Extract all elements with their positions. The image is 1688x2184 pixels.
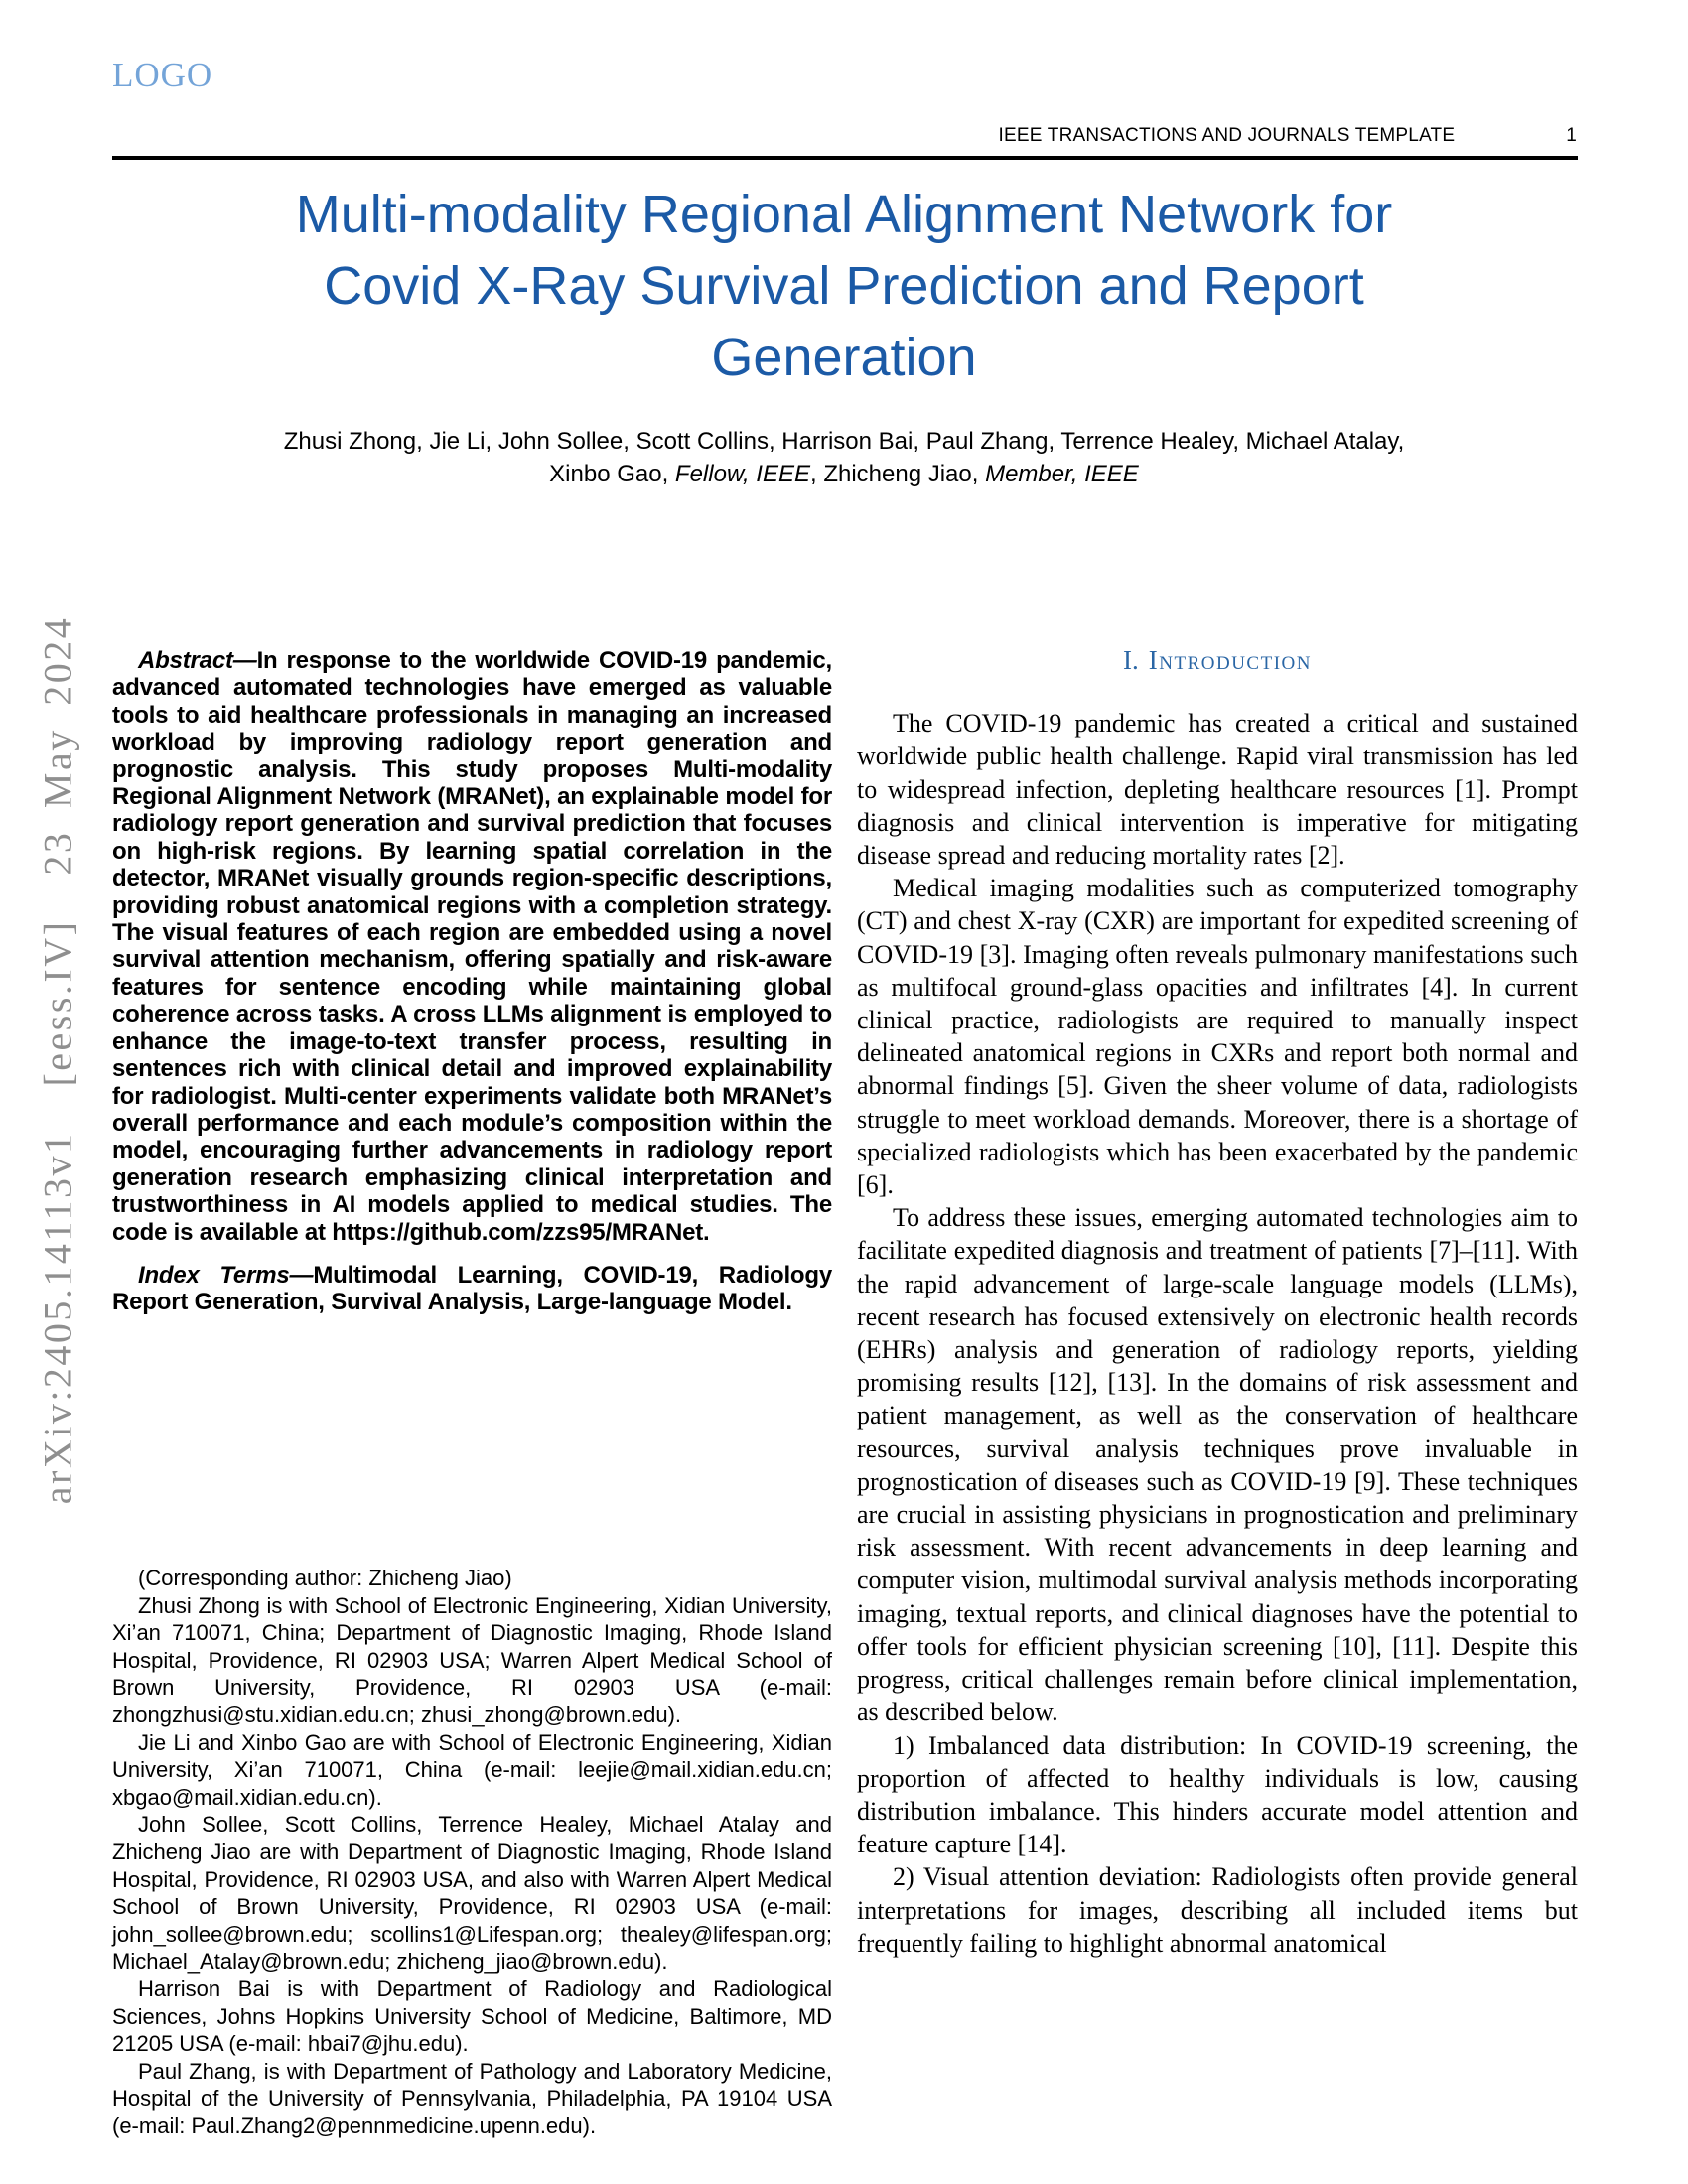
index-terms xyxy=(112,1262,832,1316)
paper-title-line: Covid X-Ray Survival Prediction and Report xyxy=(324,256,1364,316)
corresponding-author-note: (Corresponding author: Zhicheng Jiao) xyxy=(138,1566,512,1590)
intro-paragraph: To address these issues, emerging automated technologies aim to facilitate expedited diagnosis and treatment of patients [7]–[11]. With the rapid advancement of large-scale language models (LLMs), recent research has focused extensively on electronic health records (EHRs) analysis and generation of radiology reports, yielding promising results [12], [13]. In the domains of risk assessment and patient management, as well as the conservation of healthcare resources, survival analysis techniques prove invaluable in prognostication of diseases such as COVID-19 [9]. These techniques are crucial in assisting physicians in prognostication and preliminary risk assessment. With recent advancements in deep learning and computer vision, multimodal survival analysis methods incorporating imaging, textual reports, and clinical diagnoses have the potential to offer tools for efficient physician screening [10], [11]. Despite this progress, critical challenges remain before clinical implementation, as described below. xyxy=(857,1203,1578,1727)
index-terms-label: Index Terms— xyxy=(138,1261,314,1289)
left-column xyxy=(112,647,832,1316)
abstract-label: Abstract— xyxy=(138,647,257,674)
right-column xyxy=(857,640,1578,1960)
page-number: 1 xyxy=(1566,125,1577,146)
arxiv-watermark: arXiv:2405.14113v1 [eess.IV] 23 May 2024 xyxy=(35,615,80,1505)
paper-title xyxy=(149,179,1539,393)
intro-paragraph: Medical imaging modalities such as computerized tomography (CT) and chest X-ray (CXR) are important for expedited screening of COVID-19 [3]. Imaging often reveals pulmonary manifestations such as multifocal ground-glass opacities and infiltrates [4]. In current clinical practice, radiologists are required to manually inspect delineated anatomical regions in CXRs and report both normal and abnormal findings [5]. Given the sheer volume of data, radiologists struggle to meet workload demands. Moreover, there is a shortage of specialized radiologists which has been exacerbated by the pandemic [6]. xyxy=(857,874,1578,1200)
index-terms-text: Multimodal Learning, COVID-19, Radiology Report Generation, Survival Analysis, Large-language Model. xyxy=(112,1261,832,1316)
author-name: , Zhicheng Jiao, xyxy=(809,461,986,487)
author-footnotes xyxy=(112,1565,832,2139)
footnote-paragraph: Harrison Bai is with Department of Radiology and Radiological Sciences, Johns Hopkins University School of Medicine, Baltimore, MD 21205 USA (e-mail: hbai7@jhu.edu). xyxy=(112,1976,832,2057)
author-affiliation-fellow: Fellow, IEEE xyxy=(674,461,810,487)
author-list xyxy=(119,425,1569,490)
section-number: I. xyxy=(1123,645,1139,675)
intro-paragraph-item1: 1) Imbalanced data distribution: In COVID-19 screening, the proportion of affected to healthy individuals is low, causing distribution imbalance. This hinders accurate model attention and feature capture [14]. xyxy=(857,1730,1578,1859)
footnote-paragraph: Paul Zhang, is with Department of Pathology and Laboratory Medicine, Hospital of the University of Pennsylvania, Philadelphia, PA 19104 USA (e-mail: Paul.Zhang2@pennmedicine.upenn.edu). xyxy=(112,2058,832,2138)
section-heading-introduction xyxy=(857,644,1578,677)
running-head xyxy=(999,125,1577,147)
abstract xyxy=(112,647,832,1246)
intro-paragraph: The COVID-19 pandemic has created a critical and sustained worldwide public health challenge. Rapid viral transmission has led to widespread infection, depleting healthcare resources [1]. Prompt diagnosis and clinical intervention is imperative for mitigating disease spread and reducing mortality rates [2]. xyxy=(857,709,1578,871)
running-head-journal: IEEE TRANSACTIONS AND JOURNALS TEMPLATE xyxy=(998,125,1456,146)
section-title: Introduction xyxy=(1148,645,1312,675)
author-name: Xinbo Gao, xyxy=(549,461,675,487)
footnote-paragraph: Zhusi Zhong is with School of Electronic Engineering, Xidian University, Xi’an 710071, China; Department of Diagnostic Imaging, Rhode Island Hospital, Providence, RI 02903 USA; Warren Alpert Medical School of Brown University, Providence, RI 02903 USA (e-mail: zhongzhusi@stu.xidian.edu.cn; zhusi_zhong@brown.edu). xyxy=(112,1592,832,1727)
abstract-text: In response to the worldwide COVID-19 pandemic, advanced automated technologies have emerged as valuable tools to aid healthcare professionals in managing an increased workload by improving radiology report generation and prognostic analysis. This study proposes Multi-modality Regional Alignment Network (MRANet), an explainable model for radiology report generation and survival prediction that focuses on high-risk regions. By learning spatial correlation in the detector, MRANet visually grounds region-specific descriptions, providing robust anatomical regions with a completion strategy. The visual features of each region are embedded using a novel survival attention mechanism, offering spatially and risk-aware features for sentence encoding while maintaining global coherence across tasks. A cross LLMs alignment is employed to enhance the image-to-text transfer process, resulting in sentences rich with clinical detail and improved explainability for radiologist. Multi-center experiments validate both MRANet’s overall performance and each module’s composition within the model, encouraging further advancements in radiology report generation research emphasizing clinical interpretation and trustworthiness in AI models applied to medical studies. The code is available at https://github.com/zzs95/MRANet. xyxy=(112,647,832,1246)
author-affiliation-member: Member, IEEE xyxy=(985,461,1139,487)
intro-paragraph-item2: 2) Visual attention deviation: Radiologists often provide general interpretations for images, describing all included items but frequently failing to highlight abnormal anatomical xyxy=(857,1862,1578,1958)
paper-title-line: Generation xyxy=(711,328,977,387)
journal-logo: LOGO xyxy=(112,56,213,94)
header-rule xyxy=(112,156,1578,160)
author-list-line2 xyxy=(119,458,1569,490)
author-list-line1: Zhusi Zhong, Jie Li, John Sollee, Scott Collins, Harrison Bai, Paul Zhang, Terrence Healey, Michael Atalay, xyxy=(283,428,1405,455)
footnote-paragraph: John Sollee, Scott Collins, Terrence Healey, Michael Atalay and Zhicheng Jiao are with Department of Diagnostic Imaging, Rhode Island Hospital, Providence, RI 02903 USA, and also with Warren Alpert Medical School of Brown University, Providence, RI 02903 USA (e-mail: john_sollee@brown.edu; scollins1@Lifespan.org; thealey@lifespan.org; Michael_Atalay@brown.edu; zhicheng_jiao@brown.edu). xyxy=(112,1812,832,1975)
paper-title-line: Multi-modality Regional Alignment Network for xyxy=(295,185,1393,244)
footnote-paragraph: Jie Li and Xinbo Gao are with School of Electronic Engineering, Xidian University, Xi’an 710071, China (e-mail: leejie@mail.xidian.edu.cn; xbgao@mail.xidian.edu.cn). xyxy=(112,1729,832,1810)
